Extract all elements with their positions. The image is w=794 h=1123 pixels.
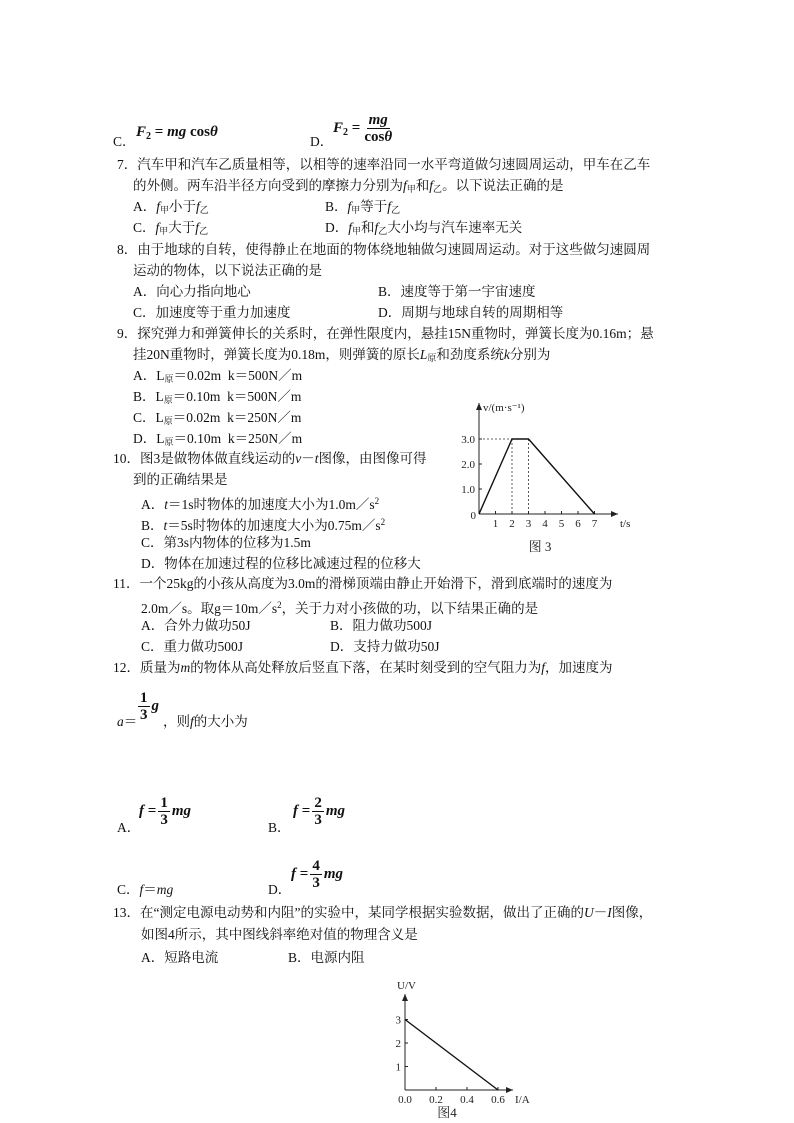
q11-option-b xyxy=(330,618,432,634)
subscript: 甲 xyxy=(159,226,169,236)
option-label: B． xyxy=(325,199,348,214)
q12-accel-formula xyxy=(136,690,159,723)
q7-line-1 xyxy=(117,157,650,173)
italic-symbol: t xyxy=(314,451,319,466)
text-run: ＝ xyxy=(143,882,157,897)
option-text: C．重力做功500J xyxy=(141,639,244,654)
q6-formula-d xyxy=(333,112,396,145)
italic-symbol: f xyxy=(195,220,200,235)
text-run: 和劲度系统 xyxy=(436,347,504,362)
y-tick-label: 2 xyxy=(395,1038,401,1050)
option-label: D． xyxy=(268,882,292,897)
text-run: 到的正确结果是 xyxy=(133,472,228,487)
italic-symbol: f xyxy=(403,178,407,193)
q6-option-c-label xyxy=(113,134,136,150)
q10-line-1 xyxy=(113,451,427,467)
subscript: 乙 xyxy=(391,205,401,215)
q13-line-1 xyxy=(113,905,652,921)
text-run: 图像，由图像可得 xyxy=(318,451,427,466)
q9-option-b xyxy=(133,389,301,408)
fraction-numerator: 1 xyxy=(140,690,148,706)
x-tick-label: 0.4 xyxy=(460,1094,474,1106)
fraction-denominator: 3 xyxy=(160,812,168,828)
italic-symbol: mg xyxy=(156,882,174,897)
text-run: 大小均与汽车速率无关 xyxy=(387,220,523,235)
option-label: D． xyxy=(325,220,349,235)
option-label: C． xyxy=(133,410,156,425)
x-axis-arrow xyxy=(611,511,618,517)
q12-option-a-label xyxy=(117,820,140,836)
q8-line-1 xyxy=(117,242,650,258)
option-value: ＝0.10m k＝250N／m xyxy=(173,431,303,446)
math-symbol: = xyxy=(147,802,157,819)
option-label: D． xyxy=(133,431,157,446)
graph-line xyxy=(405,1020,498,1091)
option-text: B．电源内阻 xyxy=(288,950,365,965)
math-symbol: cos xyxy=(190,124,210,140)
fraction-numerator: 2 xyxy=(314,795,322,811)
subscript: 原 xyxy=(427,353,437,363)
text-run: 10．图3是做物体做直线运动的 xyxy=(113,451,296,466)
subscript: 原 xyxy=(164,374,174,384)
option-text: B．速度等于第一宇宙速度 xyxy=(378,284,536,299)
text-run: 13．在“测定电源电动势和内阻”的实验中，某同学根据实验数据，做出了正确的 xyxy=(113,905,584,920)
math-symbol: mg xyxy=(171,802,191,819)
x-tick-label: 1 xyxy=(492,518,499,530)
math-symbol: mg xyxy=(167,124,187,140)
italic-symbol: f xyxy=(156,199,161,214)
text-run: 2.0m／s。取g＝10m／s xyxy=(141,601,278,616)
y-tick-label: 3.0 xyxy=(461,434,475,446)
text-run: 等于 xyxy=(360,199,388,214)
option-label: A． xyxy=(133,368,157,383)
italic-symbol: t xyxy=(163,518,168,533)
math-symbol: = xyxy=(301,802,311,819)
q12-option-d-formula xyxy=(291,858,343,891)
fraction-numerator: 4 xyxy=(312,858,320,874)
q11-line-1 xyxy=(113,576,612,592)
q7-option-d xyxy=(325,220,522,239)
subscript: 乙 xyxy=(433,184,443,194)
italic-symbol: f xyxy=(374,220,379,235)
y-tick-label: 1.0 xyxy=(461,484,475,496)
option-text: C．加速度等于重力加速度 xyxy=(133,305,291,320)
text-run: ，关于力对小孩做的功，以下结果正确的是 xyxy=(281,601,539,616)
option-text: A．合外力做功50J xyxy=(141,618,251,633)
italic-symbol: f xyxy=(155,220,160,235)
fraction-denominator: 3 xyxy=(314,812,322,828)
text-run: 小于 xyxy=(169,199,197,214)
italic-symbol: f xyxy=(541,660,546,675)
text-run: ，加速度为 xyxy=(545,660,613,675)
q7-option-c xyxy=(133,220,208,239)
italic-symbol: I xyxy=(607,905,612,920)
q6-formula-c xyxy=(136,123,218,146)
math-fraction xyxy=(312,795,324,828)
superscript: 2 xyxy=(380,517,386,527)
x-axis-arrow xyxy=(506,1087,513,1093)
option-label: A． xyxy=(141,497,165,512)
origin-label: 0 xyxy=(470,510,476,522)
y-tick-label: 3 xyxy=(395,1014,401,1027)
option-label: B． xyxy=(133,389,156,404)
x-tick-label: 6 xyxy=(575,518,581,530)
q7-option-b xyxy=(325,199,400,218)
text-run: 的外侧。两车沿半径方向受到的摩擦力分别为 xyxy=(133,178,403,193)
q13-option-b xyxy=(288,950,365,966)
q10-option-c xyxy=(141,535,311,551)
text-run: ，则 xyxy=(163,714,190,729)
math-symbol: g xyxy=(151,697,159,714)
text-run: 的物体从高处释放后竖直下落，在某时刻受到的空气阻力为 xyxy=(190,660,542,675)
q6-option-d-label xyxy=(310,134,333,150)
math-fraction xyxy=(138,690,150,723)
q10-line-2 xyxy=(133,472,228,488)
math-subscript: 2 xyxy=(146,131,152,142)
subscript: 乙 xyxy=(378,226,388,236)
math-symbol: mg xyxy=(325,802,345,819)
option-value: ＝0.02m k＝500N／m xyxy=(173,368,303,383)
text-run: 挂20N重物时，弹簧长度为0.18m，则弹簧的原长 xyxy=(133,347,420,362)
math-fraction xyxy=(158,795,170,828)
q12-option-c xyxy=(117,882,173,898)
q10-option-d xyxy=(141,556,421,572)
subscript: 甲 xyxy=(351,205,361,215)
option-text: A．向心力指向地心 xyxy=(133,284,251,299)
italic-symbol: k xyxy=(503,347,510,362)
figure-caption: 图 3 xyxy=(528,539,552,554)
q8-option-a xyxy=(133,284,251,300)
y-axis-arrow xyxy=(476,403,482,410)
figure-4-ui-graph xyxy=(385,978,535,1121)
superscript: 2 xyxy=(374,496,380,506)
option-text: B．阻力做功500J xyxy=(330,618,433,633)
q9-option-d xyxy=(133,431,302,450)
y-axis-arrow xyxy=(402,994,408,1001)
math-symbol: F xyxy=(136,124,147,140)
q12-line-1 xyxy=(113,660,613,676)
q8-option-d xyxy=(378,305,563,321)
text-run: 如图4所示，其中图线斜率绝对值的物理含义是 xyxy=(141,927,418,942)
italic-symbol: v xyxy=(295,451,302,466)
italic-symbol: f xyxy=(139,882,144,897)
text-run: 运动的物体，以下说法正确的是 xyxy=(133,263,322,278)
x-tick-label: 3 xyxy=(525,518,532,530)
math-symbol: F xyxy=(333,119,344,136)
option-label: D． xyxy=(310,134,334,149)
q8-line-2 xyxy=(133,263,322,279)
symbol: L xyxy=(156,431,165,446)
italic-symbol: L xyxy=(419,347,428,362)
q8-option-c xyxy=(133,305,291,321)
math-symbol: cos xyxy=(364,129,385,145)
math-symbol: = xyxy=(351,119,361,136)
x-tick-label: 5 xyxy=(558,518,565,530)
text-run: ＝ xyxy=(123,714,138,729)
graph-line xyxy=(479,439,595,514)
text-run: 9．探究弹力和弹簧伸长的关系时，在弹性限度内，悬挂15N重物时，弹簧长度为0.16m；悬 xyxy=(117,326,654,341)
fraction-denominator: 3 xyxy=(140,707,148,723)
q11-option-a xyxy=(141,618,251,634)
fraction-numerator: mg xyxy=(368,112,388,128)
subscript: 乙 xyxy=(199,205,209,215)
option-label: B． xyxy=(141,518,164,533)
italic-symbol: f xyxy=(348,220,353,235)
subscript: 甲 xyxy=(406,184,416,194)
subscript: 原 xyxy=(163,416,173,426)
subscript: 乙 xyxy=(199,226,209,236)
symbol: L xyxy=(156,368,165,383)
q11-option-c xyxy=(141,639,243,655)
x-tick-label: 4 xyxy=(542,518,548,530)
italic-symbol: f xyxy=(429,178,434,193)
math-fraction xyxy=(362,112,394,145)
figure-3-vt-graph xyxy=(455,395,655,560)
option-label: C． xyxy=(117,882,140,897)
q9-line-2 xyxy=(133,347,550,366)
text-run: － xyxy=(593,905,608,920)
math-symbol: f xyxy=(293,802,298,819)
text-run: 8．由于地球的自转，使得静止在地面的物体绕地轴做匀速圆周运动。对于这些做匀速圆周 xyxy=(117,242,651,257)
q11-option-d xyxy=(330,639,440,655)
subscript: 甲 xyxy=(352,226,362,236)
figure-caption: 图4 xyxy=(437,1105,457,1120)
text-run: 的大小为 xyxy=(193,714,248,729)
q7-line-2 xyxy=(133,178,564,197)
italic-symbol: f xyxy=(196,199,200,214)
math-symbol: = xyxy=(299,865,309,882)
option-label: A． xyxy=(133,199,157,214)
option-text: D．支持力做功50J xyxy=(330,639,440,654)
subscript: 甲 xyxy=(160,205,170,215)
q12-option-a-formula xyxy=(139,795,191,828)
q12-accel-lhs xyxy=(117,714,137,730)
x-tick-label: 0.6 xyxy=(491,1094,505,1106)
text-run: 大于 xyxy=(168,220,196,235)
option-label: B． xyxy=(268,820,291,835)
y-tick-label: 1 xyxy=(395,1061,401,1074)
option-label: C． xyxy=(113,134,136,149)
q13-line-2 xyxy=(141,927,418,943)
math-symbol: θ xyxy=(384,129,393,145)
math-symbol: = xyxy=(154,124,164,140)
q10-option-b xyxy=(141,514,385,534)
subscript: 原 xyxy=(163,395,173,405)
q9-option-a xyxy=(133,368,302,387)
y-axis-label: v/(m·s⁻¹) xyxy=(483,402,525,414)
q11-line-2 xyxy=(141,597,538,617)
fraction-numerator: 1 xyxy=(160,795,168,811)
option-text: D．物体在加速过程的位移比减速过程的位移大 xyxy=(141,556,421,571)
math-symbol: f xyxy=(291,865,296,882)
option-text: ＝5s时物体的加速度大小为0.75m／s xyxy=(167,518,381,533)
q13-option-a xyxy=(141,950,218,966)
x-tick-label: 0.2 xyxy=(429,1094,443,1106)
q8-option-b xyxy=(378,284,536,300)
text-run: 和 xyxy=(415,178,430,193)
q12-line-2 xyxy=(163,714,248,730)
q9-line-1 xyxy=(117,326,654,342)
option-value: ＝0.02m k＝250N／m xyxy=(172,410,302,425)
math-symbol: f xyxy=(139,802,144,819)
italic-symbol: f xyxy=(387,199,392,214)
x-tick-label: 0.0 xyxy=(398,1094,412,1106)
x-tick-label: 2 xyxy=(509,518,515,530)
option-value: ＝0.10m k＝500N／m xyxy=(172,389,302,404)
subscript: 原 xyxy=(164,437,174,447)
option-text: C．第3s内物体的位移为1.5m xyxy=(141,535,311,550)
option-text: ＝1s时物体的加速度大小为1.0m／s xyxy=(168,497,375,512)
x-axis-label: I/A xyxy=(515,1094,530,1106)
italic-symbol: U xyxy=(583,905,594,920)
italic-symbol: m xyxy=(180,660,191,675)
text-run: 7．汽车甲和汽车乙质量相等，以相等的速率沿同一水平弯道做匀速圆周运动，甲车在乙车 xyxy=(117,157,651,172)
x-tick-label: 7 xyxy=(591,518,598,530)
option-text: A．短路电流 xyxy=(141,950,219,965)
fraction-denominator xyxy=(362,129,394,145)
math-fraction xyxy=(310,858,322,891)
math-symbol: θ xyxy=(210,124,218,140)
text-run: 11．一个25kg的小孩从高度为3.0m的滑梯顶端由静止开始滑下，滑到底端时的速度为 xyxy=(113,576,613,591)
text-run: 分别为 xyxy=(509,347,551,362)
italic-symbol: a xyxy=(117,714,124,729)
q7-option-a xyxy=(133,199,209,218)
y-tick-label: 2.0 xyxy=(461,459,475,471)
text-run: 和 xyxy=(361,220,375,235)
x-axis-label: t/s xyxy=(620,518,631,530)
text-run: － xyxy=(301,451,315,466)
superscript: 2 xyxy=(277,600,282,610)
option-label: A． xyxy=(117,820,141,835)
option-text: D．周期与地球自转的周期相等 xyxy=(378,305,564,320)
text-run: 。以下说法正确的是 xyxy=(442,178,564,193)
symbol: L xyxy=(155,410,164,425)
italic-symbol: t xyxy=(164,497,169,512)
q9-option-c xyxy=(133,410,301,429)
fraction-denominator: 3 xyxy=(312,875,320,891)
math-subscript: 2 xyxy=(343,126,349,138)
italic-symbol: f xyxy=(347,199,352,214)
q10-option-a xyxy=(141,493,379,513)
text-run: 12．质量为 xyxy=(113,660,181,675)
q12-option-b-formula xyxy=(293,795,345,828)
italic-symbol: f xyxy=(190,714,194,729)
option-label: C． xyxy=(133,220,156,235)
q12-option-d-label xyxy=(268,882,291,898)
math-symbol: mg xyxy=(323,865,343,882)
symbol: L xyxy=(155,389,164,404)
q12-option-b-label xyxy=(268,820,291,836)
text-run: 图像， xyxy=(611,905,653,920)
y-axis-label: U/V xyxy=(397,980,416,992)
